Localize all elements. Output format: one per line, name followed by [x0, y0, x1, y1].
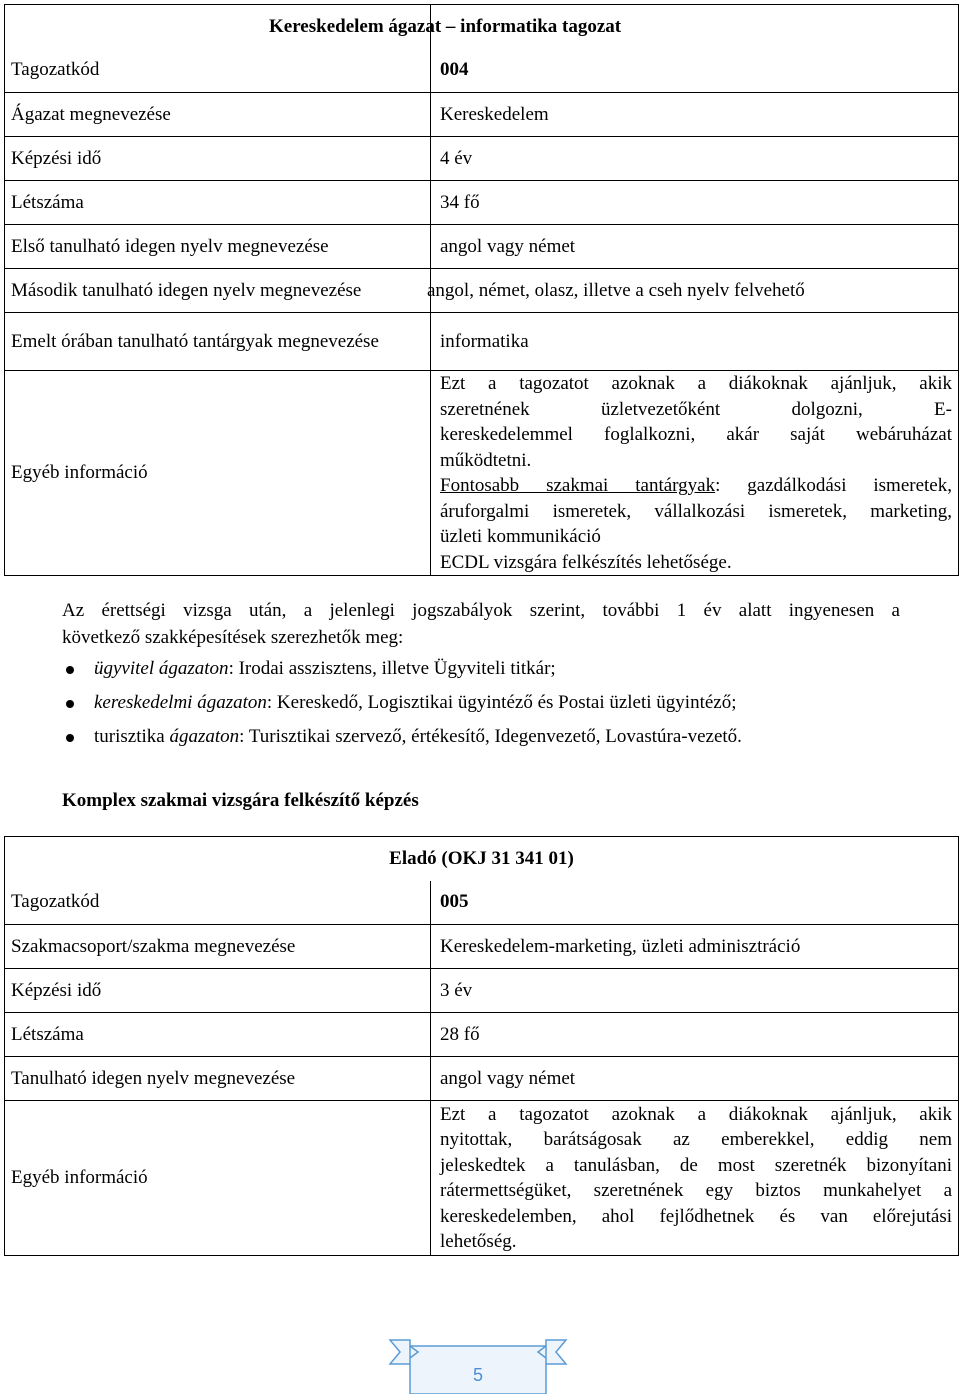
info-line: szeretnének üzletvezetőként dolgozni, E-: [440, 398, 952, 420]
row-label: Képzési idő: [5, 137, 431, 181]
info-text: [431, 371, 959, 576]
row-label: Emelt órában tanulható tantárgyak megnevezése: [5, 313, 431, 371]
row-label: Második tanulható idegen nyelv megnevezése: [5, 269, 431, 313]
table-row: [5, 137, 959, 181]
info-line: lehetőség.: [440, 1231, 517, 1252]
table-row: [5, 371, 959, 576]
table-row: [5, 181, 959, 225]
paragraph-line: következő szakképesítések szerezhetők meg:: [62, 627, 404, 648]
table-row: [5, 925, 959, 969]
info-line: működtetni.: [440, 449, 532, 471]
table-row: [5, 1057, 959, 1101]
list-item: turisztika ágazaton: Turisztikai szervező, értékesítő, Idegenvezető, Lovastúra-vezető.: [62, 720, 942, 754]
row-value: informatika: [431, 313, 959, 371]
table-row: [5, 225, 959, 269]
row-value: 34 fő: [431, 181, 959, 225]
table-row: [5, 49, 959, 93]
row-label: Képzési idő: [5, 969, 431, 1013]
row-value: Kereskedelem-marketing, üzleti adminisztráció: [431, 925, 959, 969]
row-label: Szakmacsoport/szakma megnevezése: [5, 925, 431, 969]
row-label: Első tanulható idegen nyelv megnevezése: [5, 225, 431, 269]
table-row: [5, 313, 959, 371]
table-kereskedelem-informatika: [4, 4, 959, 576]
row-label: Tagozatkód: [5, 881, 431, 925]
row-value: 004: [431, 49, 959, 93]
row-value: 3 év: [431, 969, 959, 1013]
table-row: [5, 269, 959, 313]
row-value: 4 év: [431, 137, 959, 181]
row-label: Egyéb információ: [5, 1101, 431, 1256]
row-label: Egyéb információ: [5, 371, 431, 576]
page-number: 5: [472, 1365, 484, 1385]
info-text: [431, 1101, 959, 1256]
row-value: Kereskedelem: [431, 93, 959, 137]
info-line: kereskedelemmel foglalkozni, akár saját webáruházat: [440, 424, 952, 445]
row-label: Létszáma: [5, 1013, 431, 1057]
row-value: angol vagy német: [431, 1057, 959, 1101]
bullet-icon: [66, 666, 74, 674]
list-item: ügyvitel ágazaton: Irodai asszisztens, illetve Ügyviteli titkár;: [62, 652, 942, 686]
ecdl-line: ECDL vizsgára felkészítés lehetősége.: [440, 551, 732, 573]
table-row: [5, 881, 959, 925]
row-label: Létszáma: [5, 181, 431, 225]
bullet-icon: [66, 734, 74, 742]
row-value: 005: [431, 881, 959, 925]
info-line: kereskedelemben, ahol fejlődhetnek és van előrejutási: [440, 1205, 953, 1227]
table1-header: Kereskedelem ágazat – informatika tagozat: [269, 15, 622, 37]
subjects-line: üzleti kommunikáció: [440, 526, 601, 547]
table-row: [5, 1013, 959, 1057]
info-line: Ezt a tagozatot azoknak a diákoknak ajánljuk, akik: [440, 1103, 953, 1125]
row-value: angol vagy német: [431, 225, 959, 269]
intro-paragraph: [62, 597, 900, 651]
subjects-label: Fontosabb szakmai tantárgyak: [440, 475, 716, 496]
subjects-line: áruforgalmi ismeretek, vállalkozási ismeretek, marketing,: [440, 500, 952, 522]
row-label: Tanulható idegen nyelv megnevezése: [5, 1057, 431, 1101]
row-label: Tagozatkód: [5, 49, 431, 93]
bullet-icon: [66, 700, 74, 708]
row-value: angol, német, olasz, illetve a cseh nyelv felvehető: [431, 269, 959, 313]
info-line: rátermettségüket, szeretnének egy biztos munkahelyet a: [440, 1180, 953, 1201]
table-elado: [4, 836, 959, 1256]
qualification-list: [62, 652, 942, 754]
table-row: [5, 1101, 959, 1256]
list-item: kereskedelmi ágazaton: Kereskedő, Logisztikai ügyintéző és Postai üzleti ügyintéző;: [62, 686, 942, 720]
info-line: Ezt a tagozatot azoknak a diákoknak ajánljuk, akik: [440, 373, 952, 394]
page-number-badge: [388, 1338, 568, 1394]
row-label: Ágazat megnevezése: [5, 93, 431, 137]
table-row: [5, 93, 959, 137]
subjects-line: Fontosabb szakmai tantárgyak: gazdálkodási ismeretek,: [440, 475, 952, 496]
info-line: jeleskedtek a tanulásban, de most szeretnék bizonyítani: [440, 1154, 953, 1176]
section-title: Komplex szakmai vizsgára felkészítő képzés: [62, 790, 419, 811]
table2-header: Eladó (OKJ 31 341 01): [5, 837, 959, 881]
table-row: [5, 969, 959, 1013]
row-value: 28 fő: [431, 1013, 959, 1057]
info-line: nyitottak, barátságosak az emberekkel, eddig nem: [440, 1129, 953, 1150]
paragraph-line: Az érettségi vizsga után, a jelenlegi jogszabályok szerint, további 1 év alatt ingyenesen a: [62, 600, 900, 621]
